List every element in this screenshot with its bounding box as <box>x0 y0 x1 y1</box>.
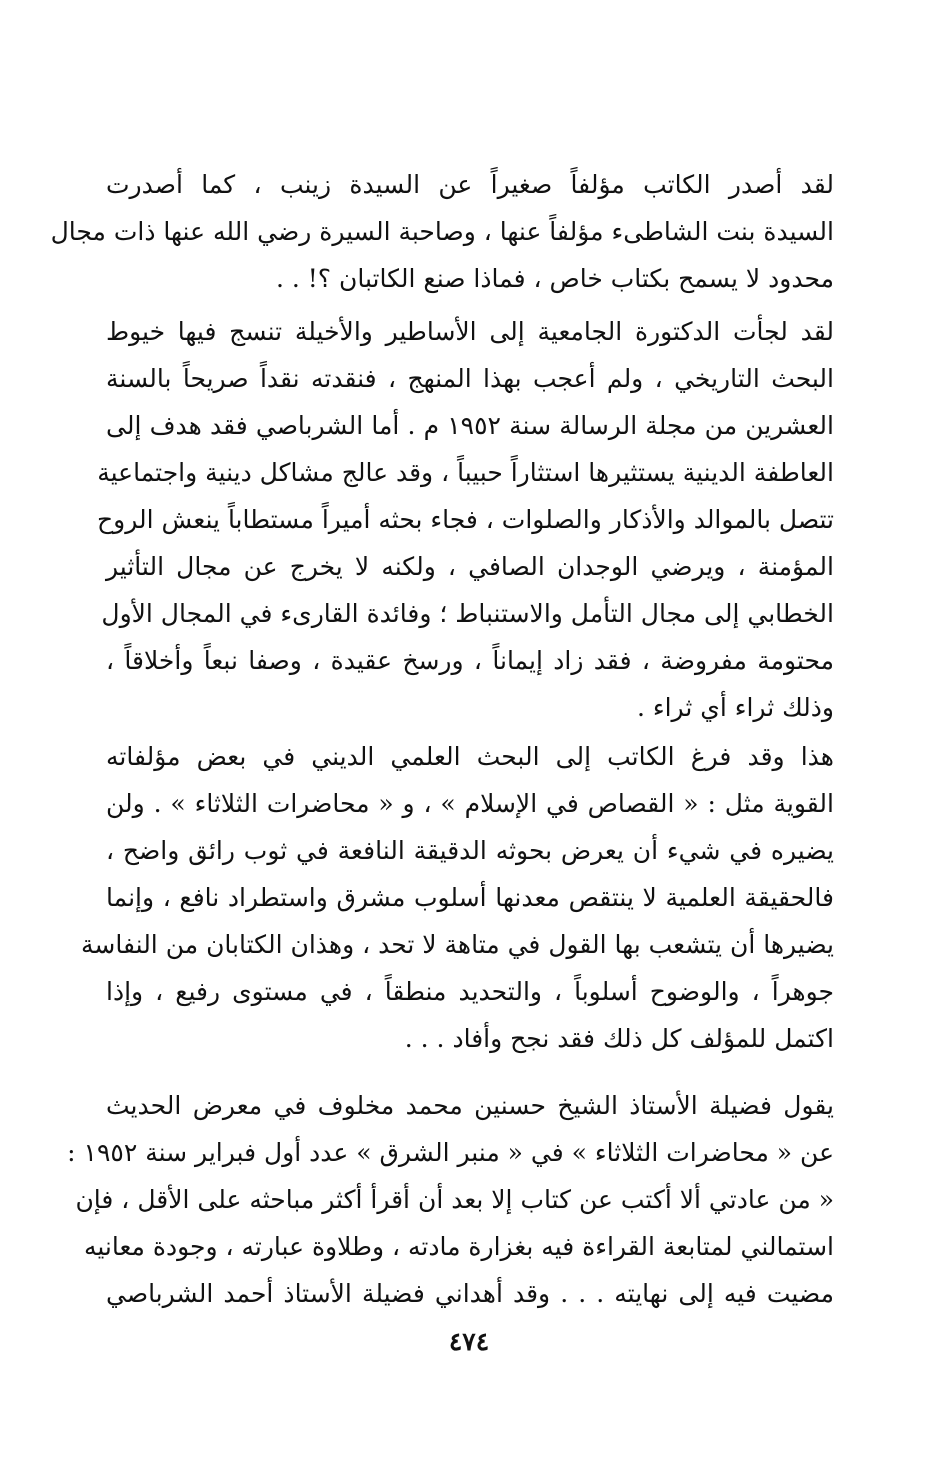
text-line: لقد لجأت الدكتورة الجامعية إلى الأساطير والأخيلة تنسج فيها خيوط <box>106 317 834 346</box>
text-line: يقول فضيلة الأستاذ الشيخ حسنين محمد مخلوف في معرض الحديث <box>106 1091 834 1120</box>
paragraph-4 <box>67 1082 834 1317</box>
text-line: هذا وقد فرغ الكاتب إلى البحث العلمي الديني في بعض مؤلفاته <box>106 742 834 771</box>
text-line: الخطابي إلى مجال التأمل والاستنباط ؛ وفائدة القارىء في المجال الأول <box>101 599 834 628</box>
text-line: اكتمل للمؤلف كل ذلك فقد نجح وأفاد . . . <box>404 1024 834 1053</box>
text-line: استمالني لمتابعة القراءة فيه بغزارة مادته ، وطلاوة عبارته ، وجودة معانيه <box>83 1232 834 1261</box>
text-line: وذلك ثراء أي ثراء . <box>636 693 834 722</box>
text-line: مضيت فيه إلى نهايته . . . وقد أهداني فضيلة الأستاذ أحمد الشرباصي <box>106 1279 834 1308</box>
text-line: العاطفة الدينية يستثيرها استثاراً حبيباً ، وقد عالج مشاكل دينية واجتماعية <box>97 458 834 487</box>
paragraph-3 <box>81 733 834 1062</box>
text-line: السيدة بنت الشاطىء مؤلفاً عنها ، وصاحبة السيرة رضي الله عنها ذات مجال <box>50 217 834 246</box>
text-line: فالحقيقة العلمية لا ينتقص معدنها أسلوب مشرق واستطراد نافع ، وإنما <box>106 883 834 912</box>
page-number: ٤٧٤ <box>448 1327 490 1356</box>
text-line: « من عادتي ألا أكتب عن كتاب إلا بعد أن أقرأ أكثر مباحثه على الأقل ، فإن <box>75 1185 834 1214</box>
text-line: المؤمنة ، ويرضي الوجدان الصافي ، ولكنه لا يخرج عن مجال التأثير <box>106 552 834 581</box>
text-line: محدود لا يسمح بكتاب خاص ، فماذا صنع الكاتبان ؟! . . <box>275 264 834 293</box>
text-line: عن « محاضرات الثلاثاء » في « منبر الشرق » عدد أول فبراير سنة ١٩٥٢ : <box>67 1138 834 1167</box>
text-line: البحث التاريخي ، ولم أعجب بهذا المنهج ، فنقدته نقداً صريحاً بالسنة <box>106 364 834 393</box>
text-line: القوية مثل : « القصاص في الإسلام » ، و « محاضرات الثلاثاء » . ولن <box>106 789 834 818</box>
text-line: تتصل بالموالد والأذكار والصلوات ، فجاء بحثه أميراً مستطاباً ينعش الروح <box>97 505 834 534</box>
text-line: لقد أصدر الكاتب مؤلفاً صغيراً عن السيدة زينب ، كما أصدرت <box>106 170 834 199</box>
text-line: جوهراً ، والوضوح أسلوباً ، والتحديد منطقاً ، في مستوى رفيع ، وإذا <box>106 977 834 1006</box>
text-line: يضيرها أن يتشعب بها القول في متاهة لا تحد ، وهذان الكتابان من النفاسة <box>81 930 834 959</box>
paragraph-2 <box>97 308 834 731</box>
paragraph-1 <box>50 161 834 302</box>
text-line: العشرين من مجلة الرسالة سنة ١٩٥٢ م . أما الشرباصي فقد هدف إلى <box>106 411 834 440</box>
text-line: يضيره في شيء أن يعرض بحوثه الدقيقة النافعة في ثوب رائق واضح ، <box>106 836 834 865</box>
text-line: محتومة مفروضة ، فقد زاد إيماناً ، ورسخ عقيدة ، وصفا نبعاً وأخلاقاً ، <box>106 646 834 675</box>
